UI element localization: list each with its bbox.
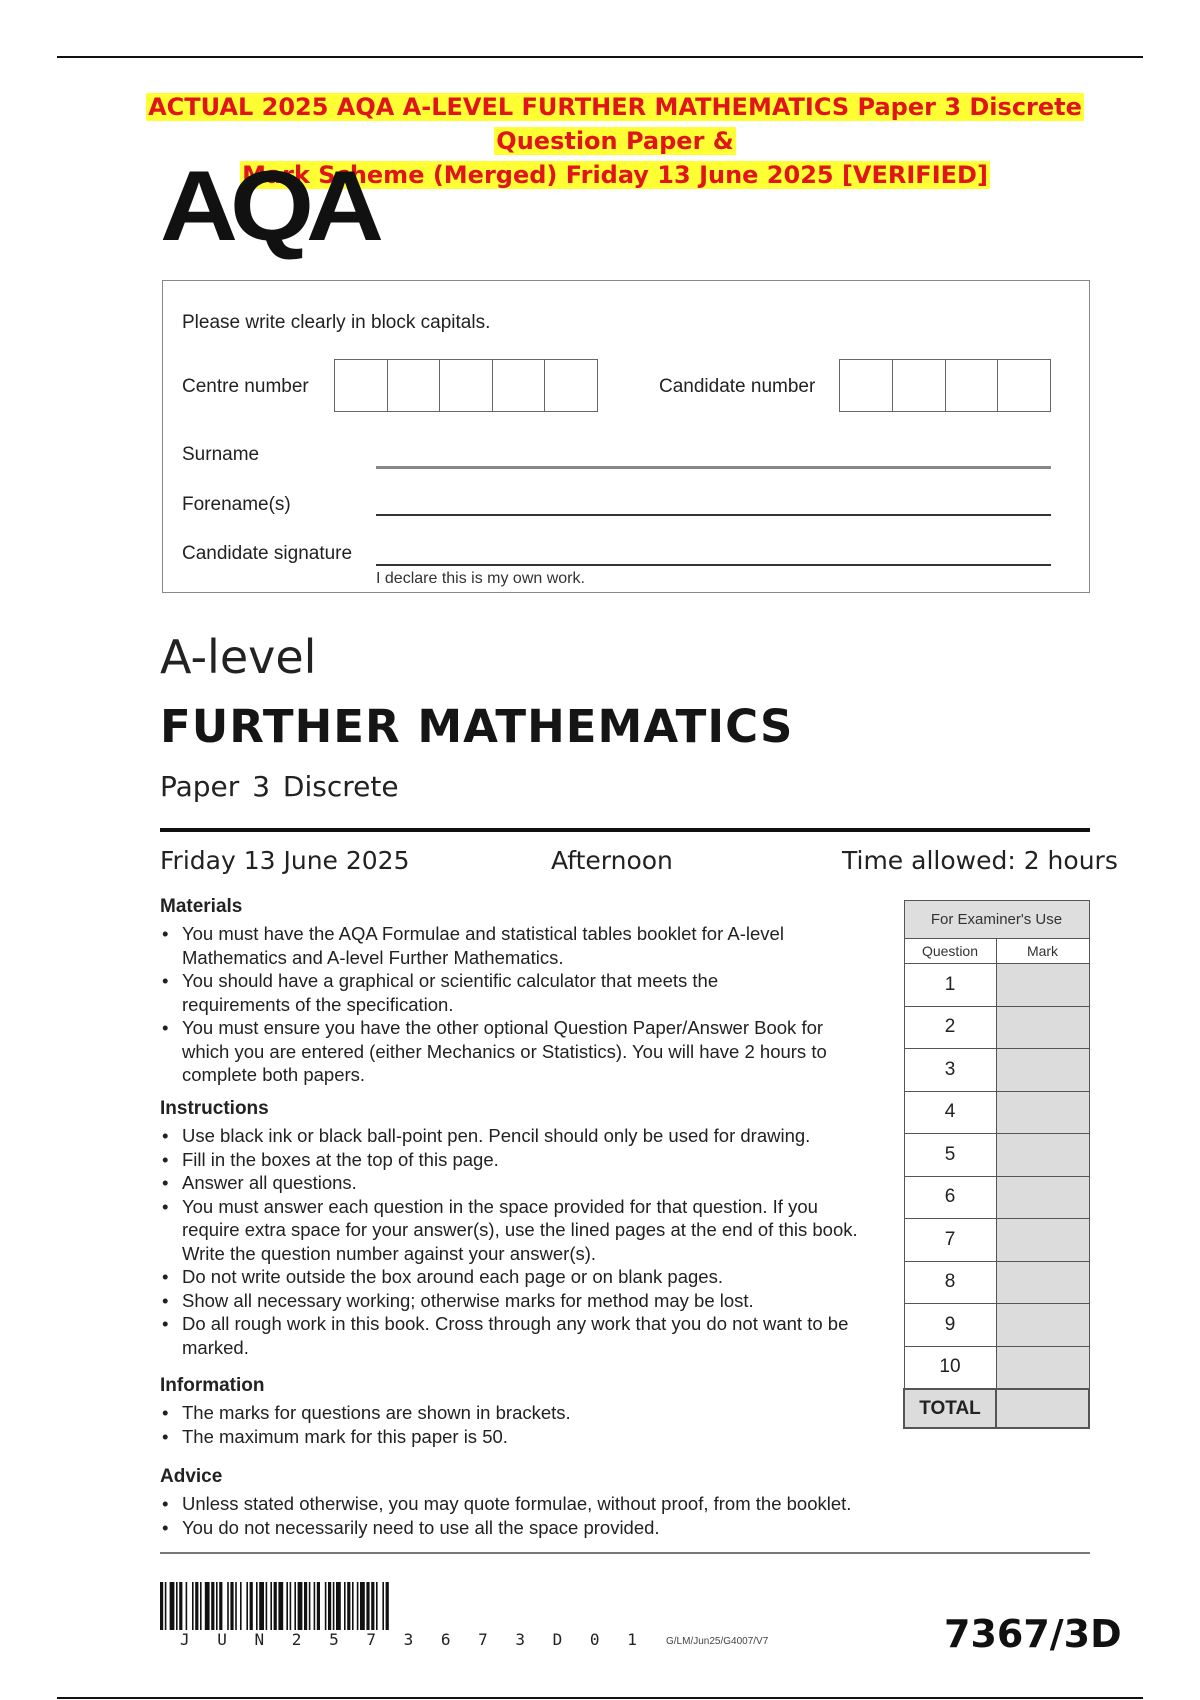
paper-code: 7367/3D [944, 1612, 1122, 1656]
total-label: TOTAL [904, 1389, 996, 1428]
subject-title: FURTHER MATHEMATICS [160, 700, 794, 753]
table-title: For Examiner's Use [904, 901, 1089, 939]
list-item: • Fill in the boxes at the top of this page. [160, 1148, 882, 1172]
list-item: • The marks for questions are shown in brackets. [160, 1401, 882, 1425]
signature-label: Candidate signature [182, 543, 353, 564]
question-number: 4 [904, 1091, 996, 1134]
title-divider [160, 828, 1090, 832]
candidate-number-cell[interactable] [840, 360, 893, 411]
question-number: 1 [904, 964, 996, 1007]
paper-title: Paper 3 Discrete [160, 770, 399, 803]
advice-section [160, 1466, 1082, 1539]
list-item: • Unless stated otherwise, you may quote formulae, without proof, from the booklet. [160, 1492, 1082, 1516]
candidate-details-box [162, 280, 1090, 593]
mark-cell[interactable] [996, 964, 1089, 1007]
banner-line-1: ACTUAL 2025 AQA A-LEVEL FURTHER MATHEMATICS Paper 3 Discrete Question Paper & [148, 93, 1082, 155]
question-number: 3 [904, 1049, 996, 1092]
list-item: • You must answer each question in the space provided for that question. If you require extra space for your answer(s), use the lined pages at the end of this book. Write the question number against your answer(s). [160, 1195, 872, 1266]
mark-cell[interactable] [996, 1049, 1089, 1092]
centre-number-cell[interactable] [545, 360, 597, 411]
information-section [160, 1375, 882, 1448]
table-row [904, 1346, 1089, 1389]
question-number: 7 [904, 1219, 996, 1262]
total-mark-cell[interactable] [996, 1389, 1089, 1428]
centre-number-cell[interactable] [388, 360, 441, 411]
candidate-number-cell[interactable] [893, 360, 946, 411]
list-item: • You should have a graphical or scientific calculator that meets the requirements of the specification. [160, 969, 802, 1016]
table-row [904, 1219, 1089, 1262]
materials-section [160, 896, 860, 1087]
candidate-number-field[interactable] [839, 359, 1051, 412]
centre-number-cell[interactable] [335, 360, 388, 411]
qualification-level: A-level [160, 630, 317, 684]
bottom-rule [57, 1697, 1143, 1699]
top-rule [57, 56, 1143, 58]
centre-number-cell[interactable] [493, 360, 546, 411]
barcode-number: J U N 2 5 7 3 6 7 3 D 0 1 [180, 1630, 646, 1649]
candidate-number-cell[interactable] [998, 360, 1050, 411]
question-number: 2 [904, 1006, 996, 1049]
question-number: 10 [904, 1346, 996, 1389]
exam-session: Afternoon [551, 846, 673, 875]
examiners-use-table [903, 900, 1090, 1429]
question-number: 5 [904, 1134, 996, 1177]
exam-date: Friday 13 June 2025 [160, 846, 410, 875]
list-item: • You do not necessarily need to use all the space provided. [160, 1516, 1082, 1540]
table-row [904, 1006, 1089, 1049]
candidate-number-label: Candidate number [659, 376, 816, 397]
forenames-label: Forename(s) [182, 494, 291, 515]
list-item: • Do not write outside the box around each page or on blank pages. [160, 1265, 882, 1289]
forenames-field[interactable] [376, 514, 1051, 516]
declaration-text: I declare this is my own work. [376, 570, 585, 587]
list-item: • The maximum mark for this paper is 50. [160, 1425, 882, 1449]
surname-field[interactable] [376, 466, 1051, 469]
total-row [904, 1389, 1089, 1428]
time-allowed: Time allowed: 2 hours [842, 846, 1118, 875]
table-row [904, 1176, 1089, 1219]
mark-cell[interactable] [996, 1346, 1089, 1389]
advice-heading: Advice [160, 1466, 223, 1487]
information-heading: Information [160, 1375, 265, 1396]
column-header-mark: Mark [996, 939, 1089, 964]
table-row [904, 1134, 1089, 1177]
candidate-number-cell[interactable] [946, 360, 999, 411]
banner-line-2: Mark Scheme (Merged) Friday 13 June 2025 [VERIFIED] [242, 161, 988, 189]
question-number: 9 [904, 1304, 996, 1347]
list-item: • You must ensure you have the other optional Question Paper/Answer Book for which you are entered (either Mechanics or Statistics). You will have 2 hours to complete both papers. [160, 1016, 862, 1087]
instructions-section [160, 1098, 902, 1359]
mark-cell[interactable] [996, 1304, 1089, 1347]
aqa-logo: AQA [160, 149, 376, 262]
document-reference: G/LM/Jun25/G4007/V7 [666, 1636, 769, 1647]
mark-cell[interactable] [996, 1261, 1089, 1304]
table-row [904, 1049, 1089, 1092]
mark-cell[interactable] [996, 1134, 1089, 1177]
mark-cell[interactable] [996, 1176, 1089, 1219]
column-header-question: Question [904, 939, 996, 964]
mark-cell[interactable] [996, 1219, 1089, 1262]
mark-cell[interactable] [996, 1091, 1089, 1134]
question-number: 6 [904, 1176, 996, 1219]
table-row [904, 1261, 1089, 1304]
surname-label: Surname [182, 444, 260, 465]
question-number: 8 [904, 1261, 996, 1304]
barcode [160, 1582, 536, 1630]
centre-number-cell[interactable] [440, 360, 493, 411]
footer-divider [160, 1552, 1090, 1554]
list-item: • Show all necessary working; otherwise marks for method may be lost. [160, 1289, 882, 1313]
centre-number-field[interactable] [334, 359, 598, 412]
list-item: • Answer all questions. [160, 1171, 882, 1195]
table-row [904, 964, 1089, 1007]
materials-heading: Materials [160, 896, 243, 917]
mark-cell[interactable] [996, 1006, 1089, 1049]
list-item: • Use black ink or black ball-point pen. Pencil should only be used for drawing. [160, 1124, 902, 1148]
instructions-heading: Instructions [160, 1098, 269, 1119]
block-capitals-instruction: Please write clearly in block capitals. [182, 312, 491, 333]
table-row [904, 1304, 1089, 1347]
list-item: • You must have the AQA Formulae and statistical tables booklet for A-level Mathematics and A-level Further Mathematics. [160, 922, 802, 969]
list-item: • Do all rough work in this book. Cross through any work that you do not want to be marked. [160, 1312, 872, 1359]
table-row [904, 1091, 1089, 1134]
signature-field[interactable] [376, 564, 1051, 566]
centre-number-label: Centre number [182, 376, 309, 397]
